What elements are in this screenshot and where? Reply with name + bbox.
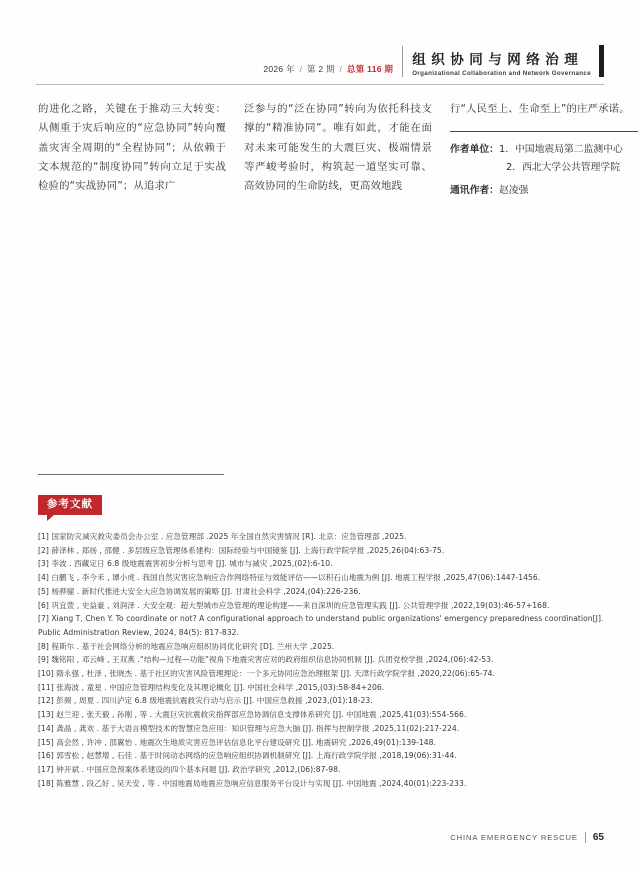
footer-journal-name: CHINA EMERGENCY RESCUE	[450, 833, 578, 842]
reference-item: [16] 郭雪松 , 赵慧增 , 石佳 . 基于时间动态网络的应急响应组织协调机制研究 [J]. 上海行政学院学报 ,2018,19(06):31-44.	[38, 751, 457, 761]
page-footer	[450, 832, 604, 843]
issue-year: 2026 年	[263, 64, 295, 74]
reference-item: [5] 杨骅骝 . 新时代推进大安全大应急协调发展的策略 [J]. 甘肃社会科学 ,2024,(04):226-236.	[38, 586, 361, 596]
section-title-cn: 组织协同与网络治理	[412, 51, 584, 68]
reference-item: [12] 彭频 , 周夏 . 四川泸定 6.8 级地震抗震救灾行动与启示 [J]. 中国应急救援 ,2023,(01):18-23.	[38, 696, 373, 706]
reference-item: [14] 龚晶 , 龚欢 . 基于大语言模型技术的智慧应急应用：知识管理与应急大脑 [J]. 指挥与控制学报 ,2025,11(02):217-224.	[38, 723, 460, 733]
running-head	[36, 44, 604, 78]
issue-line	[263, 63, 393, 78]
reference-item: [4] 白鹏飞 , 李今禾 , 谭小虎 . 我国自然灾害应急响应合作网络特征与效能评估——以积石山地震为例 [J]. 地震工程学报 ,2025,47(06):1447-1456.	[38, 573, 541, 583]
reference-item: [3] 李波 . 西藏定日 6.8 级地震震害初步分析与思考 [J]. 城市与减灾 ,2025,(02):6-10.	[38, 559, 333, 569]
references-divider-rule	[38, 474, 224, 475]
issue-total: 总第 116 期	[346, 64, 394, 74]
body-paragraph-2: 泛参与的“泛在协同”转向为依托科技支撑的“精准协同”。唯有如此，才能在面对未来可能发生的大震巨灾、极端情景等严峻考验时，构筑起一道坚实可靠、高效协同的生命防线，更高效地践	[244, 103, 432, 193]
running-head-vertical-rule	[402, 46, 403, 77]
reference-item: [8] 程斯尔 . 基于社会网络分析的地震应急响应组织协同优化研究 [D]. 兰州大学 ,2025.	[38, 641, 335, 651]
corresponding-author-line	[450, 182, 638, 200]
reference-item: [11] 张海波 , 童星 . 中国应急管理结构变化及其理论概化 [J]. 中国社会科学 ,2015,(03):58-84+206.	[38, 682, 385, 692]
references-badge-wrapper	[38, 494, 102, 515]
author-info-rule	[450, 131, 638, 132]
header-horizontal-rule	[36, 84, 604, 85]
reference-item-continuation: Public Administration Review, 2024, 84(5): 817-832.	[38, 627, 240, 637]
footer-divider	[585, 832, 586, 843]
author-affiliation-line-2	[450, 159, 638, 177]
running-head-titles	[412, 53, 591, 78]
issue-number: 第 2 期	[306, 64, 335, 74]
author-affiliation-label: 作者单位：	[450, 144, 499, 156]
body-column-3	[450, 100, 638, 200]
author-affiliation-line-1	[450, 141, 638, 159]
author-affiliation-block	[450, 141, 638, 177]
corresponding-author-name: 赵凌强	[498, 185, 529, 197]
issue-separator-2: /	[339, 64, 343, 74]
reference-item: [18] 陈雅慧 , 段乙好 , 吴天安 , 等 . 中国地震局地震应急响应信息服务平台设计与实现 [J]. 中国地震 ,2024,40(01):223-233.	[38, 778, 467, 788]
reference-item: [1] 国家防灾减灾救灾委员会办公室 . 应急管理部 .2025 年全国自然灾害情况 [R]. 北京：应急管理部 ,2025.	[38, 532, 407, 541]
reference-item: [15] 高会然 , 许冲 , 邵翼怡 . 地震次生地质灾害应急评估信息化平台建设研究 [J]. 地震研究 ,2026,49(01):139-148.	[38, 737, 436, 747]
reference-item: [10] 隋永强 , 杜泽 , 张晓杰 . 基于社区的灾害风险管理理论：一个多元协同应急治理框架 [J]. 天津行政学院学报 ,2020,22(06):65-74.	[38, 669, 496, 679]
body-paragraph-1: 的进化之路，关键在于推动三大转变：从侧重于灾后响应的“应急协同”转向覆盖灾害全周期的“全程协同”；从依赖于文本规范的“制度协同”转向立足于实战检验的“实战协同”；从追求广	[38, 103, 226, 193]
references-list	[38, 530, 606, 790]
body-columns	[38, 100, 630, 200]
author-affiliation-2: 2．西北大学公共管理学院	[506, 162, 620, 174]
issue-separator-1: /	[299, 64, 303, 74]
body-paragraph-3: 行“人民至上、生命至上”的庄严承诺。	[450, 103, 630, 115]
reference-item: [13] 赵兰迎 , 张天毅 , 孙刚 , 等 . 大震巨灾抗震救灾指挥部应急协调信息支撑体系研究 [J]. 中国地震 ,2025,41(03):554-566.	[38, 710, 467, 720]
body-column-2	[244, 100, 432, 200]
reference-item: [7] Xiang T, Chen Y. To coordinate or not? A configurational approach to understand public organizations' emergency preparedness coordination[J].	[38, 614, 604, 624]
references-badge: 参考文献	[38, 495, 102, 515]
reference-item: [17] 钟开斌 . 中国应急预案体系建设的四个基本问题 [J]. 政治学研究 ,2012,(06):87-98.	[38, 764, 341, 774]
author-affiliation-1: 1．中国地震局第二监测中心	[498, 144, 623, 156]
footer-page-number: 65	[592, 832, 604, 843]
corresponding-author-label: 通讯作者：	[450, 185, 499, 197]
reference-item: [9] 魏铭阳 , 邓云峰 , 王双燕 .“结构—过程—功能”视角下地震灾害应对的政府组织信息协同机制 [J]. 兵团党校学报 ,2024,(06):42-53.	[38, 655, 494, 665]
section-title-en: Organizational Collaboration and Network Governance	[412, 70, 591, 77]
running-head-accent-bar	[599, 45, 604, 77]
reference-item: [2] 薛泽林 , 郑扬 , 邵健 . 多层级应急管理体系建构：国际经验与中国镜鉴 [J]. 上海行政学院学报 ,2025,26(04):63-75.	[38, 545, 445, 555]
body-column-1	[38, 100, 226, 200]
reference-item: [6] 巩宜萱 , 史益豪 , 刘润泽 . 大安全观：超大型城市应急管理的理论构建——来自深圳的应急管理实践 [J]. 公共管理学报 ,2022,19(03):46-57+168.	[38, 600, 550, 610]
